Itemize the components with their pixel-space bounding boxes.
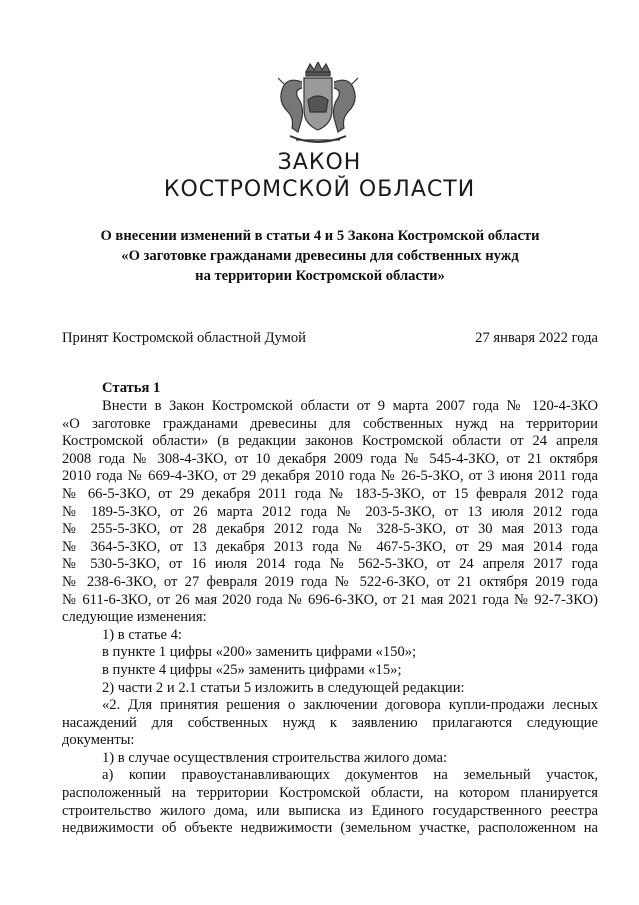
article-text-line: № 189-5-ЗКО, от 26 марта 2012 года № 203-5-ЗКО, от 13 июля 2012 года [62, 503, 598, 520]
article-text-line: № 238-6-ЗКО, от 27 февраля 2019 года № 522-6-ЗКО, от 21 октября 2019 года [62, 573, 598, 590]
quote-text-line: «2. Для принятия решения о заключении договора купли-продажи лесных [102, 697, 598, 714]
adopted-by: Принят Костромской областной Думой [62, 330, 306, 346]
article-text-line: Внести в Закон Костромской области от 9 марта 2007 года № 120-4-ЗКО [102, 398, 598, 414]
law-title: ЗАКОН [277, 150, 362, 175]
quote-text-line: расположенный на территории Костромской области, на котором планируется [62, 785, 598, 802]
list-item: в пункте 1 цифры «200» заменить цифрами «150»; [102, 644, 417, 661]
quote-text-line: строительство жилого дома, или выписка из Единого государственного реестра [62, 802, 598, 819]
article-text-line: № 530-5-ЗКО, от 16 июля 2014 года № 562-5-ЗКО, от 24 апреля 2017 года [62, 556, 598, 573]
article-text-line: 2008 года № 308-4-ЗКО, от 10 декабря 2009 года № 545-4-ЗКО, от 21 октября [62, 450, 598, 467]
quote-text-line: недвижимости об объекте недвижимости (земельном участке, расположенном на [62, 820, 598, 837]
list-item: 2) части 2 и 2.1 статьи 5 изложить в следующей редакции: [102, 679, 465, 696]
article-text-line: № 364-5-ЗКО, от 13 декабря 2013 года № 467-5-ЗКО, от 29 мая 2014 года [62, 538, 598, 555]
coat-of-arms-emblem [268, 62, 368, 152]
article-text-line: № 66-5-ЗКО, от 29 декабря 2011 года № 183-5-ЗКО, от 15 февраля 2012 года [62, 485, 598, 502]
law-heading [60, 226, 580, 286]
quote-text-line: насаждений для собственных нужд к заявлению прилагаются следующие [62, 714, 598, 731]
article-1 [62, 380, 598, 838]
quote-text-line: а) копии правоустанавливающих документов на земельный участок, [102, 767, 598, 784]
list-item: 1) в статье 4: [102, 626, 182, 643]
article-text-line: следующие изменения: [62, 609, 207, 626]
heading-line: на территории Костромской области» [195, 268, 445, 284]
article-text-line: Костромской области» (в редакции законов Костромской области от 24 апреля [62, 433, 598, 450]
list-item: в пункте 4 цифры «25» заменить цифрами «15»; [102, 661, 402, 678]
law-region-title: КОСТРОМСКОЙ ОБЛАСТИ [163, 177, 476, 202]
article-text-line: «О заготовке гражданами древесины для собственных нужд на территории [62, 415, 598, 432]
article-text-line: № 611-6-ЗКО, от 26 мая 2020 года № 696-6-ЗКО, от 21 мая 2021 года № 92-7-ЗКО) [62, 591, 598, 608]
quote-text-line: документы: [62, 732, 135, 749]
list-item: 1) в случае осуществления строительства жилого дома: [102, 749, 448, 766]
article-text-line: № 255-5-ЗКО, от 28 декабря 2012 года № 328-5-ЗКО, от 30 мая 2013 года [62, 521, 598, 538]
adoption-date: 27 января 2022 года [475, 330, 598, 346]
article-text-line: 2010 года № 669-4-ЗКО, от 29 декабря 2010 года № 26-5-ЗКО, от 3 июня 2011 года [62, 468, 598, 485]
heading-line: О внесении изменений в статьи 4 и 5 Закона Костромской области [100, 228, 540, 244]
article-title: Статья 1 [102, 380, 161, 396]
heading-line: «О заготовке гражданами древесины для собственных нужд [121, 248, 519, 264]
